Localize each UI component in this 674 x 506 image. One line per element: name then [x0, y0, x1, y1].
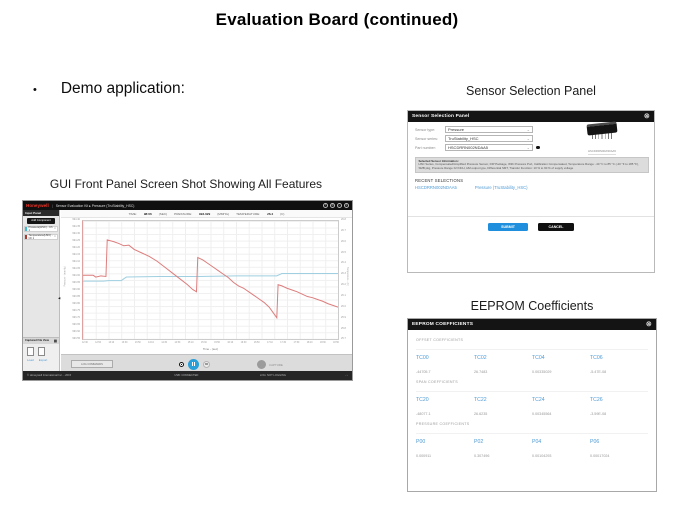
bullet-item	[33, 80, 185, 100]
axis-tick: 994.00	[72, 274, 80, 278]
load-link[interactable]: Load	[27, 357, 34, 362]
time-value: 98:06	[143, 211, 152, 216]
axis-tick: 14:10	[148, 342, 154, 344]
captured-file-view-header: Captured File View	[25, 339, 49, 343]
coefficient-value: -5.47E-08	[590, 370, 607, 374]
sensor-info-title: Selected Sensor Information:	[418, 158, 459, 163]
axis-tick: 13:50	[134, 342, 141, 344]
sensor-series-select[interactable]	[445, 135, 533, 142]
axis-tick: 16:50	[253, 342, 260, 344]
axis-tick: 17:50	[293, 342, 300, 344]
sensor-image-caption: HSCDRRN002NDAA5	[588, 149, 616, 153]
coefficient-value: 0.00335029	[532, 370, 552, 374]
coefficient-value: 0.307496	[474, 454, 490, 458]
statusbar-copyright: © Honeywell International Inc. - 2015	[27, 374, 72, 377]
sensor-panel-titlebar	[408, 111, 654, 122]
help-icon[interactable]: ?	[324, 204, 327, 207]
grid-view-icon[interactable]: ▦	[53, 338, 57, 343]
axis-tick: 994.20	[72, 246, 80, 250]
titlebar-breadcrumb: Sensor Evaluation Kit ▸ Pressure (TruStability_HSC)	[55, 203, 135, 208]
bullet-icon: •	[33, 84, 37, 96]
input-panel-header: Input Panel	[23, 210, 59, 216]
axis-tick: 16:10	[227, 342, 234, 344]
axis-tick: 25.7	[341, 337, 346, 341]
axis-tick: 17:10	[267, 342, 273, 344]
component-item-label: Pressure(HSC) - Ch 1	[28, 225, 53, 232]
readout-bar	[61, 210, 352, 218]
axis-tick: 993.85	[72, 295, 80, 299]
sensor-image	[558, 123, 646, 157]
coefficient-label: P04	[532, 439, 542, 445]
axis-tick: 26.6	[341, 239, 346, 243]
axis-tick: 12:50	[95, 342, 101, 344]
remove-icon[interactable]: ✕	[53, 227, 56, 231]
component-item-temperature[interactable]	[24, 234, 58, 241]
axis-tick: 994.10	[72, 260, 80, 264]
part-number-label: Part number:	[415, 145, 436, 150]
temperature-label: TEMPERATURE:	[236, 211, 261, 216]
sensor-info-line1: HSC Series, Compensated/Amplified Pressure Sensor, DIP Package, With Pressure Port, Calibration Compensated, Temperature Range: -40 °C to 85 °C (-40 °F to 185 °F), SMB pkg, Pressure Range ±2 INCH,	[418, 162, 639, 171]
accent-bar	[25, 227, 27, 232]
axis-tick: 994.35	[72, 225, 80, 229]
caption-sensor-panel: Sensor Selection Panel	[466, 84, 596, 98]
axis-tick: 14:30	[161, 342, 168, 344]
part-number-select[interactable]	[445, 144, 533, 151]
pressure-value: 994.029	[199, 211, 211, 216]
chart-svg	[83, 221, 338, 339]
statusbar-log-status: LOG: NOT LOGGING	[259, 374, 286, 377]
axis-tick: 18:30	[319, 342, 326, 344]
eeprom-title: EEPROM COEFFICIENTS	[412, 322, 474, 327]
axis-tick: 15:30	[200, 342, 207, 344]
sensor-series-value: TruStability_HSC	[448, 136, 479, 141]
axis-tick: 994.15	[72, 253, 80, 257]
axis-tick: 13:10	[108, 342, 115, 344]
submit-button[interactable]: SUBMIT	[488, 223, 528, 231]
close-icon[interactable]: ✕	[345, 204, 348, 207]
sensor-info-box	[415, 157, 649, 173]
gui-front-panel-window	[22, 200, 353, 381]
sensor-series-label: Sensor series:	[415, 136, 438, 141]
accent-bar	[25, 235, 27, 240]
coefficient-label: TC04	[532, 355, 545, 361]
axis-tick: 994.30	[72, 232, 80, 236]
coefficient-label: TC26	[590, 397, 603, 403]
titlebar-separator: |	[51, 203, 53, 208]
component-item-pressure[interactable]	[24, 226, 58, 233]
axis-tick: 12:30	[82, 342, 88, 344]
statusbar-nav-icons: ‹ ›	[345, 374, 348, 377]
temperature-series-line	[83, 274, 338, 282]
honeywell-logo: Honeywell	[26, 203, 49, 208]
transport-bar	[61, 354, 352, 371]
axis-tick: 15:50	[214, 342, 220, 344]
axis-tick: 25.8	[341, 326, 346, 330]
axis-tick: 993.80	[72, 302, 80, 306]
file-icon[interactable]	[38, 347, 45, 356]
selected-indicator-dot-icon	[536, 146, 540, 150]
statusbar-usb-status: USB: CONNECTED	[174, 374, 199, 377]
sensor-type-value: Pressure	[448, 127, 465, 132]
log-commands-box[interactable]: LOG COMMANDS	[71, 360, 113, 368]
chevron-down-icon: ⌄	[526, 145, 530, 150]
record-button[interactable]	[179, 362, 184, 367]
axis-tick: 26.2	[341, 283, 346, 287]
sensor-chip-icon	[587, 121, 618, 135]
axis-tick: 18:10	[306, 342, 313, 344]
divider	[408, 216, 654, 217]
axis-tick: 994.25	[72, 239, 80, 243]
span-coefficients-header: SPAN COEFFICIENTS	[416, 380, 458, 384]
pause-button[interactable]	[188, 359, 199, 370]
sensor-panel-title: Sensor Selection Panel	[412, 114, 470, 119]
coefficient-label: TC00	[416, 355, 429, 361]
temperature-unit: (C)	[280, 211, 285, 216]
capture-label: CAPTURE	[269, 362, 283, 367]
x-axis-ticks	[82, 342, 339, 344]
axis-tick: 15:10	[187, 342, 194, 344]
axis-tick: 16:30	[240, 342, 247, 344]
axis-tick: 993.70	[72, 316, 80, 320]
coefficient-value: 0.00345564	[532, 412, 552, 416]
close-icon[interactable]: ⊗	[643, 113, 650, 120]
close-icon[interactable]: ⊗	[645, 321, 652, 328]
recent-link-part-number[interactable]: HSCDRRN002NDAA5	[415, 185, 457, 190]
chart-panel	[61, 210, 352, 371]
y-axis-title-right: Temperature - (C)	[346, 267, 350, 286]
pressure-coefficients-header: PRESSURE COEFFICIENTS	[416, 422, 470, 426]
coefficient-label: P00	[416, 439, 426, 445]
bullet-text: Demo application:	[60, 80, 185, 97]
coefficient-value: -3.59E-08	[590, 412, 607, 416]
time-unit: (SEC)	[158, 211, 168, 216]
chevron-down-icon: ⌄	[526, 127, 530, 132]
coefficient-value: -44705.7	[416, 370, 431, 374]
axis-tick: 994.40	[72, 218, 80, 221]
coefficient-value: 0.000911	[416, 454, 432, 458]
coefficient-value: 0.00104293	[532, 454, 552, 458]
coefficient-label: TC20	[416, 397, 429, 403]
axis-tick: 993.55	[72, 337, 80, 341]
settings-icon[interactable]: ⚙	[331, 204, 334, 207]
coefficient-value: 26.6235	[474, 412, 488, 416]
minimize-icon[interactable]: –	[338, 204, 341, 207]
y-axis-title-left: Pressure - (mmHg)	[63, 266, 67, 287]
time-label: TIME:	[128, 211, 137, 216]
offset-coefficients-header: OFFSET COEFFICIENTS	[416, 338, 464, 342]
axis-tick: 26.8	[341, 218, 346, 221]
caption-eeprom: EEPROM Coefficients	[470, 299, 594, 313]
axis-tick: 993.75	[72, 309, 80, 313]
axis-tick: 26.5	[341, 250, 346, 254]
chart-plot-area	[82, 220, 339, 340]
axis-tick: 26.7	[341, 228, 346, 232]
recent-selections-heading: RECENT SELECTIONS	[415, 178, 464, 183]
pressure-label: PRESSURE:	[174, 211, 193, 216]
coefficient-label: TC06	[590, 355, 603, 361]
axis-tick: 18:50	[333, 342, 339, 344]
stop-button[interactable]	[203, 361, 210, 368]
axis-tick: 25.9	[341, 315, 346, 319]
axis-tick: 993.90	[72, 288, 80, 292]
cancel-button[interactable]: CANCEL	[538, 223, 574, 231]
gui-statusbar	[23, 371, 352, 380]
y-axis-ticks-left	[63, 219, 80, 341]
add-component-button[interactable]: Add Component	[27, 218, 55, 224]
coefficient-value: -48077.1	[416, 412, 431, 416]
recent-link-series[interactable]: Pressure (TruStability_HSC)	[474, 185, 528, 190]
axis-tick: 17:30	[280, 342, 287, 344]
pressure-unit: (MMHG)	[217, 211, 230, 216]
axis-tick: 993.65	[72, 323, 80, 327]
coefficient-label: P02	[474, 439, 484, 445]
page-title: Evaluation Board (continued)	[215, 10, 459, 29]
axis-tick: 993.95	[72, 281, 80, 285]
temperature-value: 26.4	[267, 211, 274, 216]
sensor-info-line2: HM output type, Differential SMT, Transfer Function: 10 % to 90 % of supply voltage	[466, 166, 574, 171]
coefficient-label: P06	[590, 439, 600, 445]
x-axis-label: Time - (sec)	[202, 347, 219, 351]
sensor-type-select[interactable]	[445, 126, 533, 133]
axis-tick: 26.1	[341, 294, 346, 298]
file-icon[interactable]	[27, 347, 34, 356]
coefficient-value: 26.7483	[474, 370, 488, 374]
sidebar-collapse-icon[interactable]: ◀	[58, 296, 61, 300]
axis-tick: 26.0	[341, 304, 346, 308]
axis-tick: 26.4	[341, 261, 346, 265]
coefficient-value: 0.00017024	[590, 454, 610, 458]
remove-icon[interactable]: ✕	[53, 235, 56, 239]
captured-file-view	[23, 337, 59, 371]
caption-gui-front-panel: GUI Front Panel Screen Shot Showing All Features	[49, 177, 323, 191]
sensor-type-label: Sensor type:	[415, 127, 436, 132]
sensor-selection-panel	[407, 110, 655, 273]
input-panel-sidebar	[23, 210, 60, 371]
component-item-label: Temperature(HSC) - Ch 1	[28, 233, 53, 240]
eeprom-titlebar	[408, 319, 656, 330]
axis-tick: 26.3	[341, 272, 346, 276]
axis-tick: 994.05	[72, 267, 80, 271]
part-number-value: HSCDRRN002NDAA5	[448, 145, 489, 150]
eeprom-coefficients-panel	[407, 318, 657, 492]
capture-button[interactable]	[257, 360, 266, 369]
coefficient-label: TC24	[532, 397, 545, 403]
coefficient-label: TC02	[474, 355, 487, 361]
axis-tick: 14:50	[174, 342, 181, 344]
axis-tick: 13:30	[121, 342, 128, 344]
axis-tick: 993.60	[72, 330, 80, 334]
gui-titlebar	[23, 201, 352, 210]
export-link[interactable]: Export	[38, 357, 48, 362]
chevron-down-icon: ⌄	[526, 136, 530, 141]
coefficient-label: TC22	[474, 397, 487, 403]
pressure-series-line	[83, 240, 338, 318]
